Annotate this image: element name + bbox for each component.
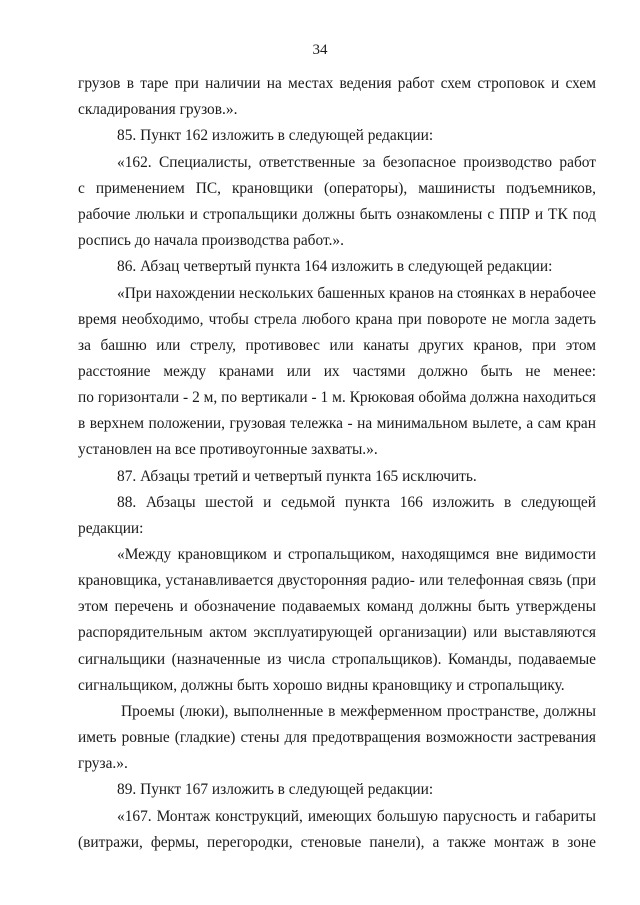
text-line: распорядительным актом эксплуатирующей организации) или выставляются [78, 624, 596, 641]
text-line: «162. Специалисты, ответственные за безопасное производство работ [117, 154, 596, 171]
text-line: этом перечень и обозначение подаваемых команд должны быть утверждены [78, 598, 596, 615]
text-line: рабочие люльки и стропальщики должны быть ознакомлены с ППР и ТК под [78, 206, 596, 223]
text-line: редакции: [78, 520, 144, 537]
page-number: 34 [312, 42, 328, 58]
text-line: за башню или стрелу, противовес или канаты других кранов, при этом [78, 337, 596, 354]
text-line: 85. Пункт 162 изложить в следующей редакции: [117, 127, 434, 144]
text-line: «При нахождении нескольких башенных кранов на стоянках в нерабочее [117, 285, 596, 302]
text-line: по горизонтали - 2 м, по вертикали - 1 м. Крюковая обойма должна находиться [78, 389, 596, 406]
text-line: 88. Абзацы шестой и седьмой пункта 166 изложить в следующей [117, 494, 596, 511]
text-line: груза.». [78, 755, 128, 772]
text-line: «167. Монтаж конструкций, имеющих большую парусность и габариты [117, 808, 596, 825]
text-line: «Между крановщиком и стропальщиком, находящимся вне видимости [117, 546, 596, 563]
text-line: (витражи, фермы, перегородки, стеновые панели), а также монтаж в зоне [78, 834, 596, 851]
text-line: 87. Абзацы третий и четвертый пункта 165 исключить. [117, 468, 477, 485]
text-line: грузов в таре при наличии на местах ведения работ схем строповок и схем [78, 75, 596, 92]
text-line: время необходимо, чтобы стрела любого крана при повороте не могла задеть [78, 311, 596, 328]
text-line: иметь ровные (гладкие) стены для предотвращения возможности застревания [78, 729, 596, 746]
text-line: установлен на все противоугонные захваты.». [78, 441, 378, 458]
text-line: сигнальщики (назначенные из числа стропальщиков). Команды, подаваемые [78, 651, 596, 668]
text-line: в верхнем положении, грузовая тележка - на минимальном вылете, а сам кран [78, 415, 596, 432]
text-line: 86. Абзац четвертый пункта 164 изложить в следующей редакции: [117, 258, 553, 275]
text-line: складирования грузов.». [78, 101, 238, 118]
text-line: с применением ПС, крановщики (операторы), машинисты подъемников, [78, 180, 596, 197]
text-line: крановщика, устанавливается двусторонняя радио- или телефонная связь (при [78, 572, 596, 589]
text-line: роспись до начала производства работ.». [78, 232, 344, 249]
text-line: Проемы (люки), выполненные в межферменном пространстве, должны [121, 703, 596, 720]
text-line: расстояние между кранами или их частями должно быть не менее: [78, 363, 596, 380]
text-line: сигнальщиком, должны быть хорошо видны крановщику и стропальщику. [78, 677, 565, 694]
text-line: 89. Пункт 167 изложить в следующей редакции: [117, 781, 434, 798]
